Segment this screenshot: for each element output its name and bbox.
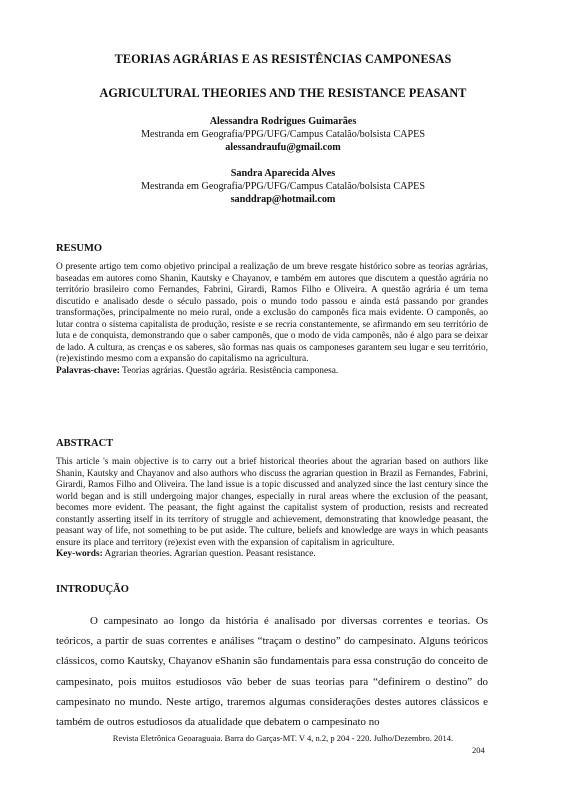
page-number: 204: [472, 745, 485, 755]
introducao-heading: INTRODUÇÃO: [56, 584, 129, 595]
title-english: AGRICULTURAL THEORIES AND THE RESISTANCE PEASANT: [99, 86, 467, 100]
author-affiliation: Mestranda em Geografia/PPG/UFG/Campus Catalão/bolsista CAPES: [140, 129, 426, 140]
keywords-label-pt: Palavras-chave:: [56, 365, 120, 376]
resumo-paragraph: [56, 262, 488, 377]
resumo-heading: RESUMO: [56, 243, 103, 254]
resumo-text: O presente artigo tem como objetivo principal a realização de um breve resgate histórico sobre as teorias agrárias, baseadas em autores como Shanin, Kautsky e Chayanov, e também em autores que discutem a questão agrária no território brasileiro como Fernandes, Fabrini, Girardi, Ramos Filho e Oliveira. A questão agrária é um tema discutido e analisado desde o século passado, pois o mundo todo passou e ainda está passando por grandes transformações, principalmente no meio rural, onde a exclusão do camponês fica mais evidente. O camponês, ao lutar contra o sistema capitalista de produção, resiste e se recria constantemente, se afirmando em seu território de luta e de conquista, demonstrando que o saber camponês, que o modo de vida camponês, não é algo para se deixar de lado. A cultura, as crenças e os saberes, são formas nas quais os camponeses garantem seu lugar e seu território, (re)existindo mesmo com a expansão do capitalismo na agricultura.: [56, 262, 488, 365]
author-email: alessandraufu@gmail.com: [225, 142, 341, 153]
keywords-pt: Teorias agrárias. Questão agrária. Resistência camponesa.: [122, 365, 339, 376]
author-name: Alessandra Rodrigues Guimarães: [209, 116, 357, 127]
keywords-label-en: Key-words:: [56, 549, 103, 560]
title-portuguese: TEORIAS AGRÁRIAS E AS RESISTÊNCIAS CAMPONESAS: [114, 52, 452, 66]
author-email: sanddrap@hotmail.com: [230, 194, 336, 205]
abstract-heading: ABSTRACT: [56, 438, 114, 449]
introducao-paragraph: O campesinato ao longo da história é analisado por diversas correntes e teorias. Os teóricos, a partir de suas correntes e análises “traçam o destino” do campesinato. Alguns teóricos clássicos, como Kautsky, Chayanov eShanin são fundamentais para essa construção do conceito de campesinato, pois muitos estudiosos vão beber de suas teorias para “definirem o destino” do campesinato no mundo. Neste artigo, traremos algumas considerações destes autores clássicos e também de outros estudiosos da atualidade que debatem o campesinato no: [56, 615, 488, 729]
journal-citation: Revista Eletrônica Geoaraguaia. Barra do Garças-MT. V 4, n.2, p 204 - 220. Julho/Dezembro. 2014.: [112, 733, 454, 743]
abstract-paragraph: [56, 457, 488, 561]
author-affiliation: Mestranda em Geografia/PPG/UFG/Campus Catalão/bolsista CAPES: [140, 181, 426, 192]
abstract-text: This article 's main objective is to carry out a brief historical theories about the agrarian based on authors like Shanin, Kautsky and Chayanov and also authors who discuss the agrarian question in Brazil as Fernandes, Fabrini, Girardi, Ramos Filho and Oliveira. The land issue is a topic discussed and analyzed since the last century since the world began and is still undergoing major changes, especially in rural areas where the exclusion of the peasant, becomes more evident. The peasant, the fight against the capitalist system of production, resists and recreated constantly asserting itself in its territory of struggle and achievement, demonstrating that knowledge peasant, the peasant way of life, not something to be put aside. The culture, beliefs and knowledge are ways in which peasants ensure its place and territory (re)exist even with the expansion of capitalism in agriculture.: [56, 457, 488, 548]
keywords-en: Agrarian theories. Agrarian question. Peasant resistance.: [104, 549, 316, 560]
author-name: Sandra Aparecida Alves: [230, 168, 336, 179]
